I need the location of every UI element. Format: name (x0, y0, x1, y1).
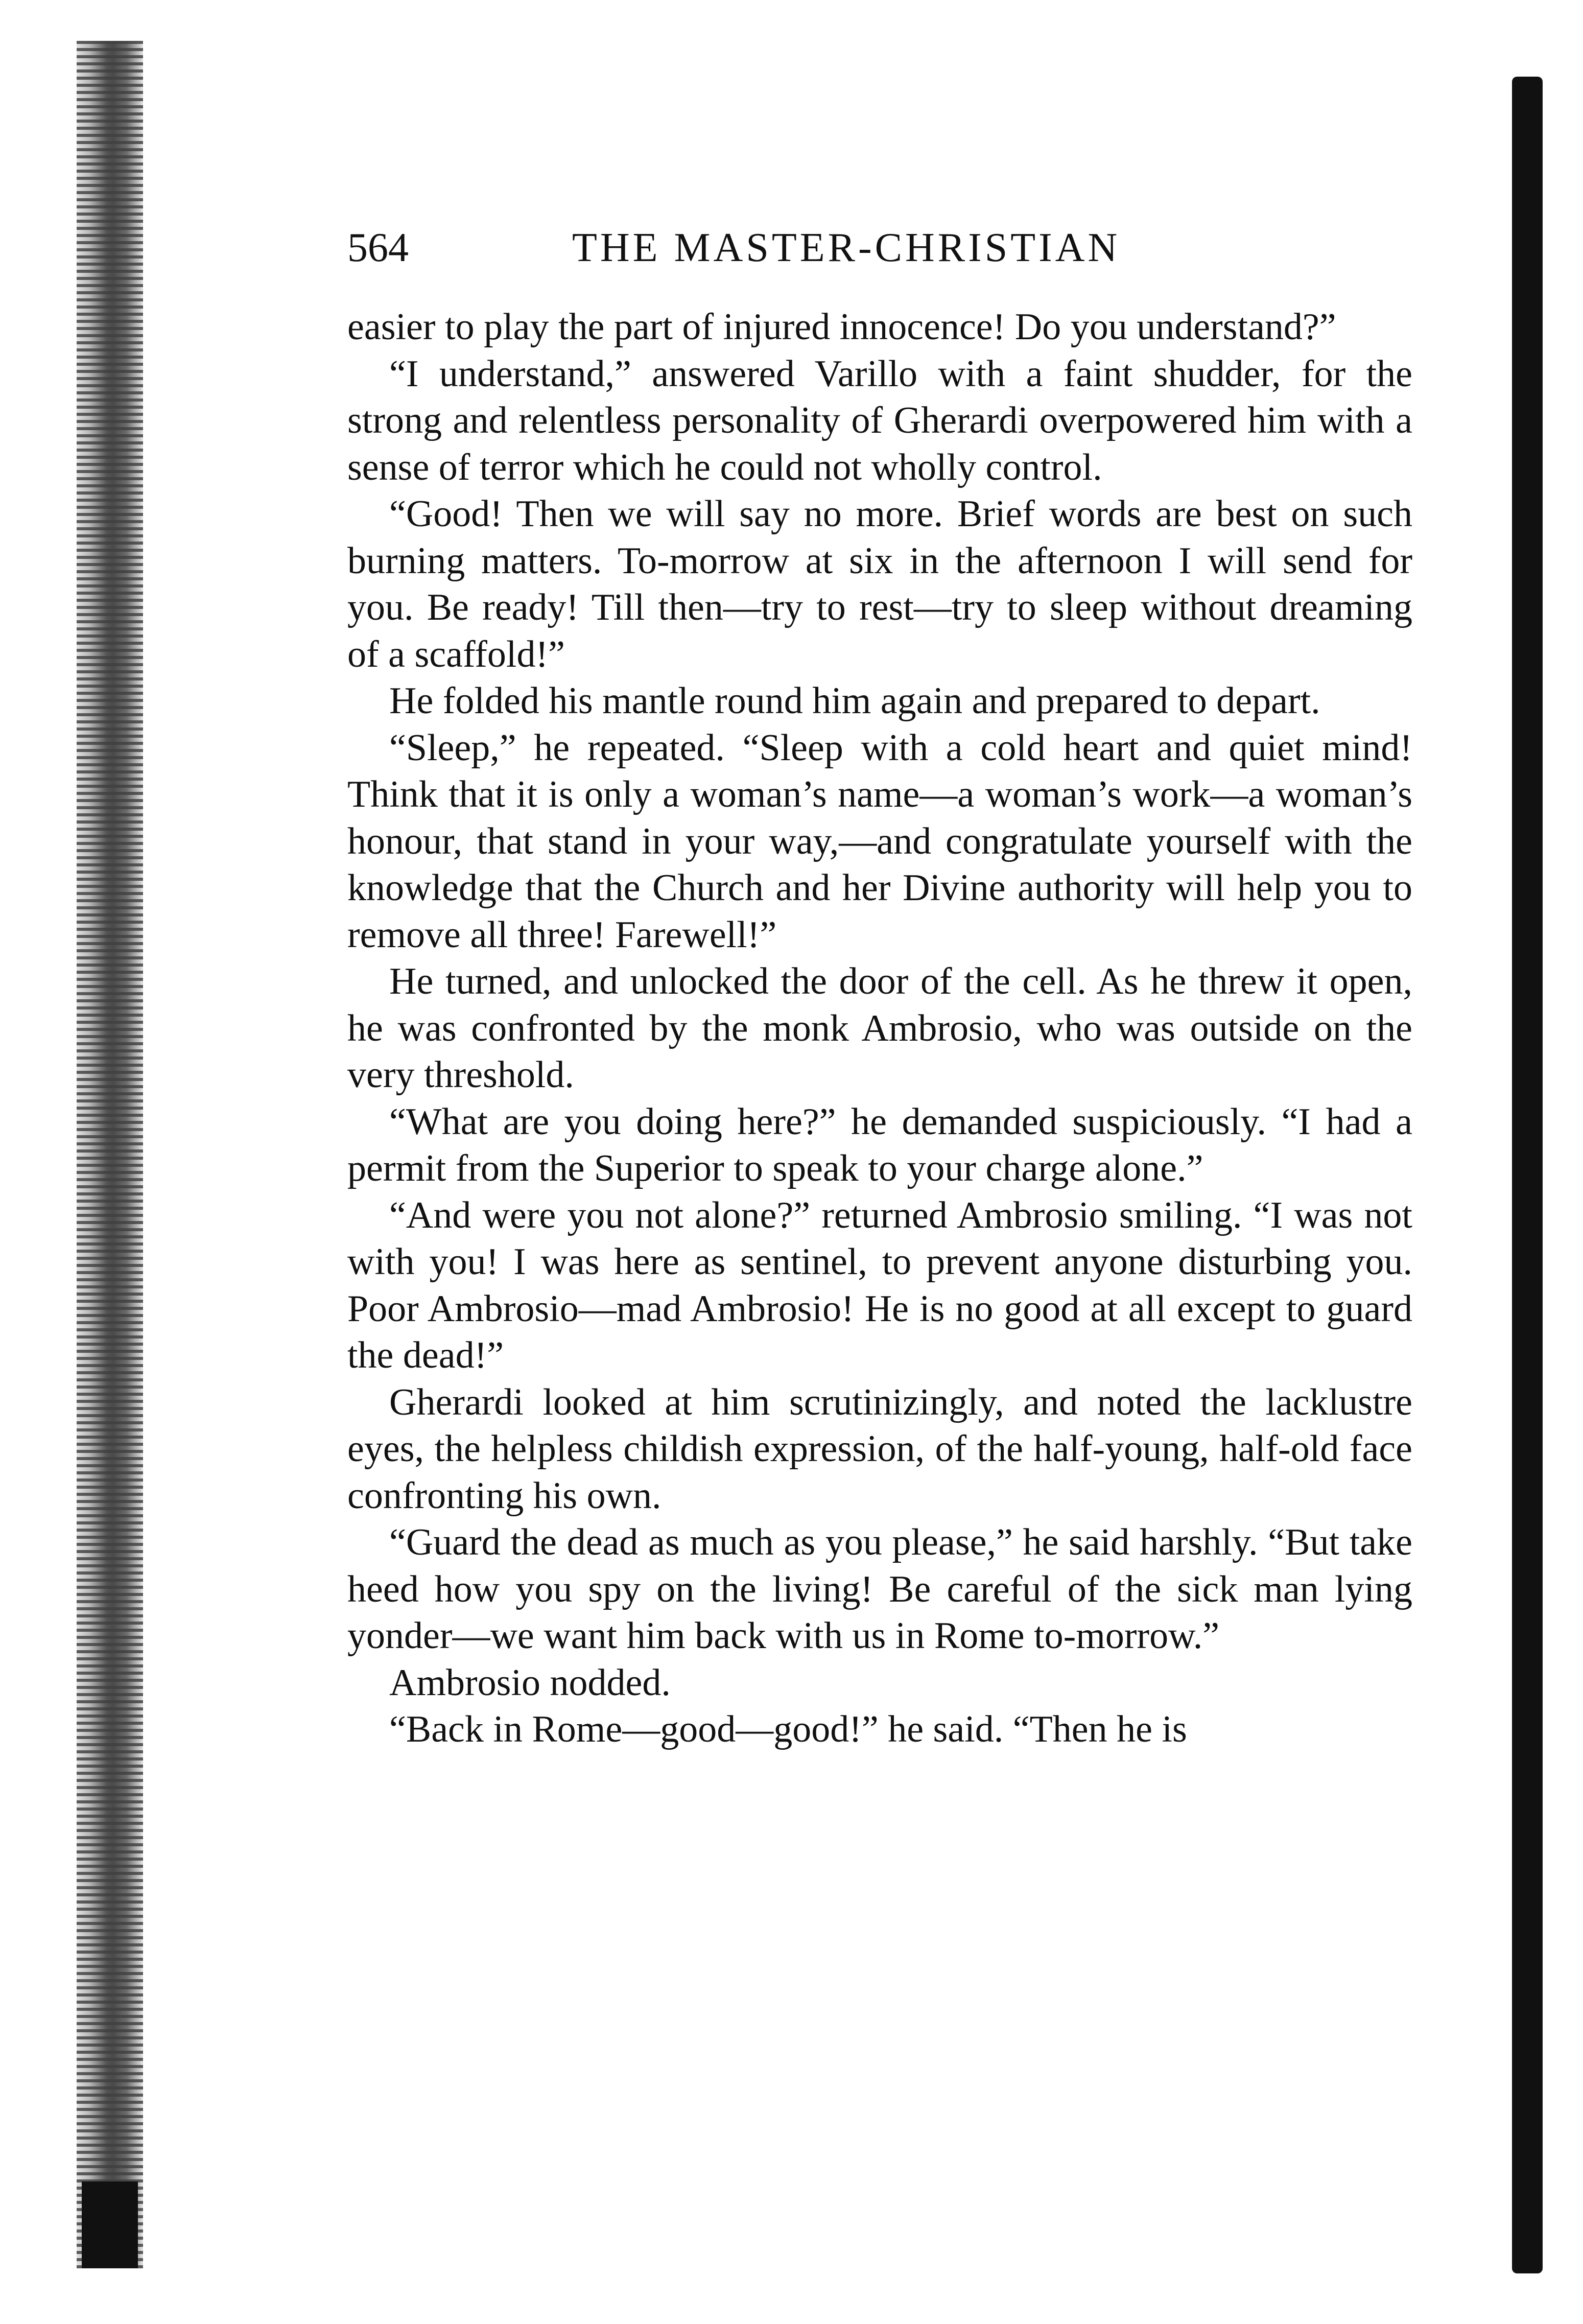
page-edge-bar (1512, 77, 1543, 2273)
paragraph: “And were you not alone?” returned Ambrosio smiling. “I was not with you! I was here as sentinel, to prevent anyone disturbing you. Poor Ambrosio—mad Ambrosio! He is no good at all except to guard the dead!” (347, 1194, 1412, 1376)
paragraph: He turned, and unlocked the door of the cell. As he threw it open, he was confronted by the monk Ambrosio, who was outside on the very threshold. (347, 960, 1412, 1096)
paragraph: Ambrosio nodded. (389, 1661, 671, 1704)
paragraph: “Guard the dead as much as you please,” he said harshly. “But take heed how you spy on the living! Be careful of the sick man lying yonder—we want him back with us in Rome to-morrow.” (347, 1521, 1412, 1657)
running-title: THE MASTER-CHRISTIAN (572, 225, 1121, 270)
paragraph: “I understand,” answered Varillo with a faint shudder, for the strong and relentless personality of Gherardi overpowered him with a sense of terror which he could not wholly control. (347, 353, 1412, 488)
binding-edge-shadow (82, 2181, 138, 2268)
paragraph: He folded his mantle round him again and prepared to depart. (389, 680, 1320, 722)
body-text (347, 304, 1412, 1753)
paragraph: “Back in Rome—good—good!” he said. “Then he is (389, 1708, 1187, 1750)
running-head (347, 220, 1216, 276)
binding-edge (77, 41, 143, 2268)
page-number: 564 (347, 225, 409, 270)
paragraph: “Sleep,” he repeated. “Sleep with a cold heart and quiet mind! Think that it is only a woman’s name—a woman’s work—a woman’s honour, that stand in your way,—and congratulate yourself with the knowledge that the Church and her Divine authority will help you to remove all three! Farewell!” (347, 726, 1412, 956)
paragraph: “What are you doing here?” he demanded suspiciously. “I had a permit from the Superior to speak to your charge alone.” (347, 1100, 1412, 1189)
paragraph: “Good! Then we will say no more. Brief words are best on such burning matters. To-morrow at six in the afternoon I will send for you. Be ready! Till then—try to rest—try to sleep without dreaming of a scaffold!” (347, 493, 1412, 675)
paragraph: easier to play the part of injured innocence! Do you understand?” (347, 306, 1336, 348)
paragraph: Gherardi looked at him scrutinizingly, and noted the lacklustre eyes, the helpless childish expression, of the half-young, half-old face confronting his own. (347, 1381, 1412, 1517)
